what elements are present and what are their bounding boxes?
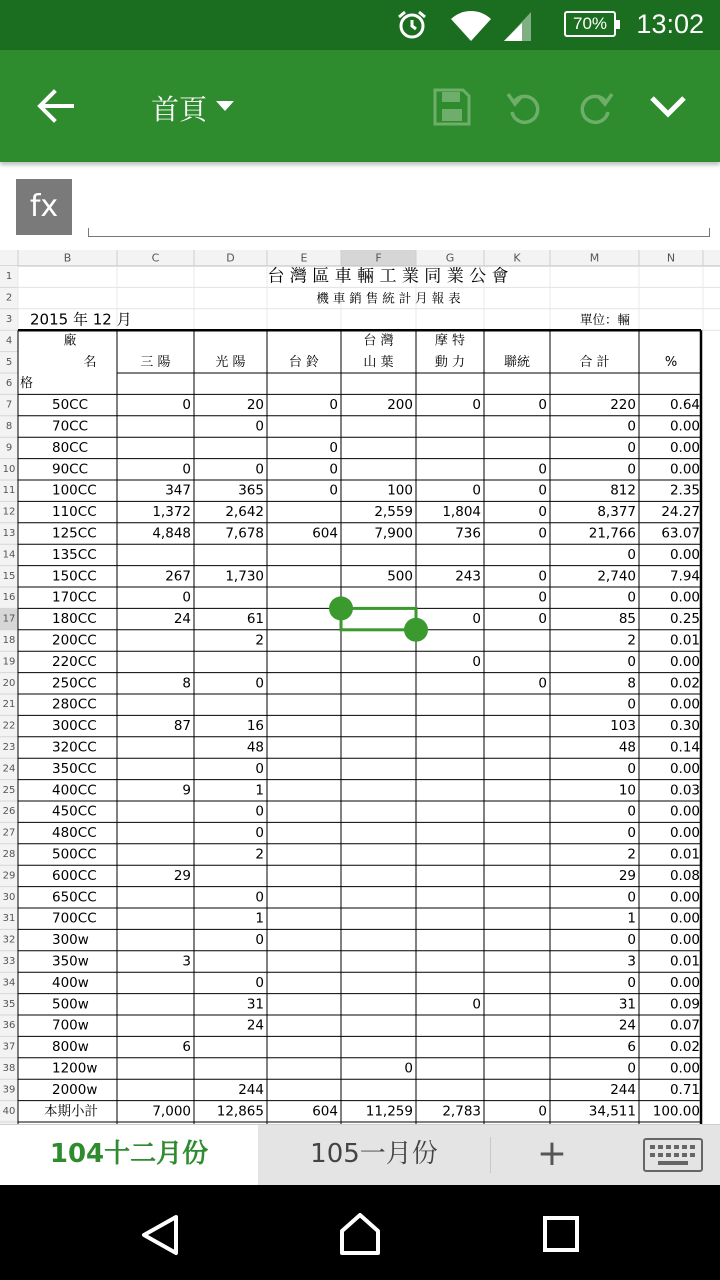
cell-value: 244 — [238, 1081, 264, 1098]
column-header: K — [513, 251, 521, 265]
row-number: 1 — [5, 271, 13, 283]
dropdown-caret-icon[interactable] — [216, 101, 234, 111]
cell-value: 604 — [312, 525, 338, 542]
cell-value: 0.00 — [669, 932, 700, 949]
cell-value: 2 — [627, 632, 636, 649]
app-toolbar — [0, 50, 720, 162]
cell-value: 20 — [246, 397, 264, 414]
report-title: 台 灣 區 車 輛 工 業 同 業 公 會 — [267, 266, 509, 287]
row-number: 31 — [2, 913, 16, 925]
home-icon[interactable] — [336, 1211, 384, 1257]
column-header: D — [226, 251, 235, 265]
header-label: 格 — [20, 376, 34, 392]
spreadsheet-grid[interactable] — [0, 250, 720, 1124]
cell-value: 0.00 — [669, 696, 700, 713]
model-label: 170CC — [52, 589, 97, 606]
cell-value: 0 — [472, 397, 481, 414]
header-label: 聯統 — [503, 354, 531, 370]
cell-value: 12,865 — [216, 1103, 264, 1120]
cell-value: 61 — [246, 611, 264, 628]
cell-value: 85 — [618, 611, 636, 628]
row-number: 34 — [2, 977, 16, 989]
model-label: 700w — [52, 1017, 89, 1034]
cell-value: 0.00 — [669, 974, 700, 991]
cell-value: 0 — [627, 760, 636, 777]
recents-square-icon[interactable] — [542, 1215, 580, 1253]
header-label: 台 鈴 — [288, 354, 320, 370]
cell-value: 2.35 — [669, 482, 700, 499]
alarm-icon — [396, 9, 428, 41]
cell-value: 0.01 — [669, 846, 700, 863]
cell-value: 0.00 — [669, 546, 700, 563]
model-label: 250CC — [52, 675, 97, 692]
redo-icon[interactable] — [578, 90, 614, 126]
row-number: 25 — [2, 784, 16, 796]
row-number: 4 — [5, 335, 13, 347]
cell-value: 500 — [387, 568, 413, 585]
row-number: 12 — [2, 506, 16, 518]
cell-value: 29 — [173, 867, 191, 884]
row-number: 28 — [2, 849, 16, 860]
row-number: 32 — [2, 934, 16, 946]
report-subtitle: 機 車 銷 售 統 計 月 報 表 — [316, 290, 461, 306]
cell-value: 0.02 — [669, 1039, 700, 1056]
header-label: 山 葉 — [363, 354, 394, 370]
cell-value: 0 — [472, 653, 481, 670]
row-number: 11 — [2, 485, 16, 497]
formula-bar — [0, 162, 720, 250]
model-label: 480CC — [52, 825, 97, 842]
column-header: E — [300, 251, 308, 265]
cell-value: 0 — [627, 461, 636, 478]
cell-value: 0.00 — [669, 461, 700, 478]
cell-value: 0 — [627, 439, 636, 456]
cell-value: 0.00 — [669, 589, 700, 606]
model-label: 450CC — [52, 803, 97, 820]
formula-input[interactable] — [88, 228, 710, 237]
model-label: 135CC — [52, 546, 97, 563]
cell-value: 6 — [627, 1039, 636, 1056]
cell-value: 7,900 — [374, 525, 413, 542]
model-label: 1200w — [52, 1060, 98, 1077]
cell-value: 0.14 — [669, 739, 700, 756]
cell-value: 0.25 — [669, 611, 700, 628]
column-header: F — [375, 251, 382, 265]
cell-value: 21,766 — [588, 525, 636, 542]
cell-value: 63.07 — [661, 525, 700, 542]
row-number: 2 — [5, 292, 13, 304]
cell-value: 0 — [627, 653, 636, 670]
cell-value: 0 — [182, 397, 191, 414]
cell-value: 2,642 — [225, 504, 264, 521]
model-label: 350CC — [52, 760, 97, 777]
model-label: 280CC — [52, 696, 97, 713]
cell-value: 0 — [472, 996, 481, 1013]
cell-value: 0.00 — [669, 653, 700, 670]
sheet-tab-105-jan[interactable]: 105一月份 — [310, 1139, 438, 1169]
cell-value: 0 — [255, 974, 264, 991]
cell-value: 8 — [627, 675, 636, 692]
cell-value: 24 — [173, 611, 191, 628]
cell-value: 220 — [610, 397, 636, 414]
header-label: 台 灣 — [363, 333, 394, 349]
row-number: 7 — [5, 399, 13, 411]
cell-value: 103 — [610, 718, 636, 735]
cell-value: 100 — [387, 482, 413, 499]
cell-value: 0 — [538, 397, 547, 414]
signal-icon — [502, 10, 532, 42]
model-label: 350w — [52, 953, 89, 970]
row-number: 33 — [2, 956, 16, 967]
cell-value: 29 — [618, 867, 636, 884]
cell-value: 1 — [255, 910, 264, 927]
cell-value: 0.64 — [669, 397, 700, 414]
cell-value: 24.27 — [661, 504, 700, 521]
cell-value: 0 — [627, 932, 636, 949]
cell-value: 0 — [255, 889, 264, 906]
row-number: 40 — [2, 1105, 16, 1117]
cell-value: 0 — [329, 439, 338, 456]
cell-value: 48 — [246, 739, 264, 756]
cell-value: 1,730 — [225, 568, 264, 585]
cell-value: 244 — [610, 1081, 636, 1098]
column-header: B — [63, 251, 72, 265]
model-label: 80CC — [52, 439, 89, 456]
cell-value: 8 — [182, 675, 191, 692]
cell-value: 1,804 — [442, 504, 481, 521]
wifi-icon — [450, 10, 492, 42]
cell-value: 24 — [618, 1017, 636, 1034]
battery-icon: 70% — [564, 11, 616, 37]
column-header: N — [666, 251, 676, 265]
cell-value: 0 — [538, 1103, 547, 1120]
model-label: 650CC — [52, 889, 97, 906]
row-number: 8 — [5, 421, 13, 432]
cell-value: 365 — [238, 482, 264, 499]
model-label: 50CC — [52, 397, 89, 414]
cell-value: 24 — [246, 1017, 264, 1034]
cell-value: 0 — [627, 974, 636, 991]
header-label: 摩 特 — [434, 333, 466, 349]
cell-value: 0.00 — [669, 889, 700, 906]
cell-value: 0.00 — [669, 760, 700, 777]
model-label: 220CC — [52, 653, 97, 670]
cell-value: 7,000 — [152, 1103, 191, 1120]
subtotal-label: 本期小計 — [44, 1103, 98, 1120]
cell-value: 0 — [329, 397, 338, 414]
model-label: 150CC — [52, 568, 97, 585]
save-icon[interactable] — [433, 88, 471, 126]
selection-handle-end — [404, 618, 428, 642]
cell-value: 0 — [255, 932, 264, 949]
cell-value: 0 — [627, 589, 636, 606]
cell-value: 7,678 — [225, 525, 264, 542]
row-number: 38 — [2, 1063, 16, 1074]
cell-value: 812 — [610, 482, 636, 499]
model-label: 320CC — [52, 739, 97, 756]
cell-value: 0 — [627, 825, 636, 842]
cell-value: 11,259 — [365, 1103, 413, 1120]
row-number: 14 — [2, 549, 16, 561]
cell-value: 736 — [455, 525, 481, 542]
model-label: 400w — [52, 974, 89, 991]
row-number: 23 — [2, 742, 16, 753]
cell-value: 347 — [165, 482, 191, 499]
model-label: 400CC — [52, 782, 97, 799]
cell-value: 243 — [455, 568, 481, 585]
model-label: 500CC — [52, 846, 97, 863]
cell-value: 0 — [255, 675, 264, 692]
cell-value: 200 — [387, 397, 413, 414]
cell-value: 0 — [255, 825, 264, 842]
cell-value: 0 — [255, 418, 264, 435]
cell-value: 0.02 — [669, 675, 700, 692]
sheet-name-title[interactable]: 首頁 — [151, 93, 208, 126]
row-number: 27 — [2, 827, 16, 839]
model-label: 300w — [52, 932, 89, 949]
fx-button[interactable]: fx — [16, 179, 72, 235]
cell-value: 16 — [246, 718, 264, 735]
model-label: 90CC — [52, 461, 89, 478]
row-number: 3 — [5, 314, 13, 325]
cell-value: 0 — [404, 1060, 413, 1077]
column-header: G — [445, 251, 455, 265]
row-number: 30 — [2, 891, 16, 903]
cell-value: 100.00 — [652, 1103, 700, 1120]
cell-value: 7.94 — [669, 568, 700, 585]
row-number: 37 — [2, 1041, 16, 1053]
model-label: 100CC — [52, 482, 97, 499]
cell-value: 34,511 — [588, 1103, 636, 1120]
row-number: 21 — [2, 699, 16, 711]
cell-value: 2 — [255, 632, 264, 649]
header-label: 名 — [83, 354, 97, 370]
cell-value: 0 — [472, 482, 481, 499]
cell-value: 2 — [627, 846, 636, 863]
sheet-tab-104-dec[interactable]: 104十二月份 — [0, 1125, 258, 1186]
cell-value: 0.08 — [669, 867, 700, 884]
cell-value: 8,377 — [597, 504, 636, 521]
cell-value: 0 — [627, 803, 636, 820]
header-label: 動 力 — [434, 354, 466, 370]
cell-value: 0 — [538, 461, 547, 478]
cell-value: 0.00 — [669, 803, 700, 820]
back-arrow-icon[interactable] — [36, 88, 76, 124]
cell-value: 2,783 — [442, 1103, 481, 1120]
selection-handle-start — [329, 596, 353, 620]
cell-value: 0 — [627, 889, 636, 906]
cell-value: 0.01 — [669, 632, 700, 649]
cell-value: 31 — [618, 996, 636, 1013]
row-number: 13 — [2, 528, 16, 539]
header-label: 光 陽 — [215, 354, 246, 370]
header-label: % — [664, 354, 678, 370]
cell-value: 9 — [182, 782, 191, 799]
model-label: 110CC — [52, 504, 97, 521]
cell-value: 0 — [538, 482, 547, 499]
cell-value: 10 — [618, 782, 636, 799]
row-number: 39 — [2, 1084, 16, 1096]
model-label: 180CC — [52, 611, 97, 628]
cell-value: 0 — [627, 418, 636, 435]
row-number: 36 — [2, 1020, 16, 1032]
model-label: 800w — [52, 1039, 89, 1056]
cell-value: 3 — [627, 953, 636, 970]
back-triangle-icon[interactable] — [138, 1213, 182, 1257]
cell-value: 1,372 — [152, 504, 191, 521]
cell-value: 87 — [173, 718, 191, 735]
row-number: 15 — [2, 570, 16, 582]
model-label: 700CC — [52, 910, 97, 927]
cell-value: 0 — [255, 803, 264, 820]
row-number: 17 — [2, 613, 16, 625]
system-nav-bar — [0, 1185, 720, 1280]
add-sheet-button[interactable]: + — [536, 1133, 568, 1174]
status-time: 13:02 — [636, 9, 704, 39]
cell-value: 0 — [329, 482, 338, 499]
row-number: 24 — [2, 763, 16, 775]
model-label: 500w — [52, 996, 89, 1013]
cell-value: 0 — [627, 1060, 636, 1077]
cell-value: 2,559 — [374, 504, 413, 521]
cell-value: 0 — [472, 611, 481, 628]
row-number: 20 — [2, 677, 16, 689]
row-number: 6 — [5, 378, 13, 390]
column-header: C — [151, 251, 160, 265]
row-number: 9 — [5, 442, 13, 454]
cell-value: 0 — [182, 589, 191, 606]
row-number: 29 — [2, 870, 16, 882]
row-number: 10 — [2, 463, 16, 475]
cell-value: 0.71 — [669, 1081, 700, 1098]
row-number: 16 — [2, 592, 16, 604]
cell-value: 0.01 — [669, 953, 700, 970]
row-number: 5 — [5, 356, 13, 368]
column-header: M — [589, 251, 600, 265]
model-label: 600CC — [52, 867, 97, 884]
keyboard-icon[interactable] — [642, 1137, 704, 1173]
tab-divider — [490, 1137, 491, 1173]
cell-value: 1 — [255, 782, 264, 799]
cell-value: 48 — [618, 739, 636, 756]
cell-value: 0.00 — [669, 910, 700, 927]
model-label: 125CC — [52, 525, 97, 542]
cell-value: 6 — [182, 1039, 191, 1056]
row-number: 22 — [2, 720, 16, 732]
header-label: 廠 — [63, 333, 77, 349]
row-number: 19 — [2, 656, 16, 668]
cell-value: 0.00 — [669, 439, 700, 456]
cell-value: 0 — [182, 461, 191, 478]
model-label: 2000w — [52, 1081, 98, 1098]
cell-value: 2,740 — [597, 568, 636, 585]
cell-value: 0 — [538, 611, 547, 628]
cell-value: 31 — [246, 996, 264, 1013]
cell-value: 0 — [627, 696, 636, 713]
status-bar — [0, 0, 720, 50]
undo-icon[interactable] — [506, 90, 542, 126]
cell-value: 0 — [538, 525, 547, 542]
cell-value: 2 — [255, 846, 264, 863]
cell-value: 0 — [255, 760, 264, 777]
row-number: 35 — [2, 998, 16, 1010]
cell-value: 0 — [329, 461, 338, 478]
header-label: 合 計 — [579, 354, 610, 370]
cell-value: 1 — [627, 910, 636, 927]
cell-value: 4,848 — [152, 525, 191, 542]
cell-value: 0 — [538, 589, 547, 606]
cell-value: 0 — [627, 546, 636, 563]
cell-value: 0.00 — [669, 825, 700, 842]
model-label: 200CC — [52, 632, 97, 649]
cell-value: 0.03 — [669, 782, 700, 799]
cell-value: 0 — [538, 568, 547, 585]
header-label: 三 陽 — [140, 354, 171, 370]
cell-value: 0.30 — [669, 718, 700, 735]
cell-value: 267 — [165, 568, 191, 585]
cell-value: 0 — [538, 504, 547, 521]
cell-value: 0.00 — [669, 1060, 700, 1077]
model-label: 70CC — [52, 418, 89, 435]
cell-value: 0.07 — [669, 1017, 700, 1034]
report-unit: 單位：輛 — [580, 312, 631, 327]
report-date: 2015 年 12 月 — [30, 310, 132, 329]
cell-value: 0 — [538, 675, 547, 692]
row-number: 26 — [2, 806, 16, 818]
cell-value: 3 — [182, 953, 191, 970]
cell-value: 0.00 — [669, 418, 700, 435]
cell-value: 0 — [255, 461, 264, 478]
model-label: 300CC — [52, 718, 97, 735]
row-number: 18 — [2, 635, 16, 646]
sheet-tab-bar — [0, 1124, 720, 1186]
cell-value: 604 — [312, 1103, 338, 1120]
confirm-chevron-icon[interactable] — [648, 94, 688, 120]
cell-value: 0.09 — [669, 996, 700, 1013]
